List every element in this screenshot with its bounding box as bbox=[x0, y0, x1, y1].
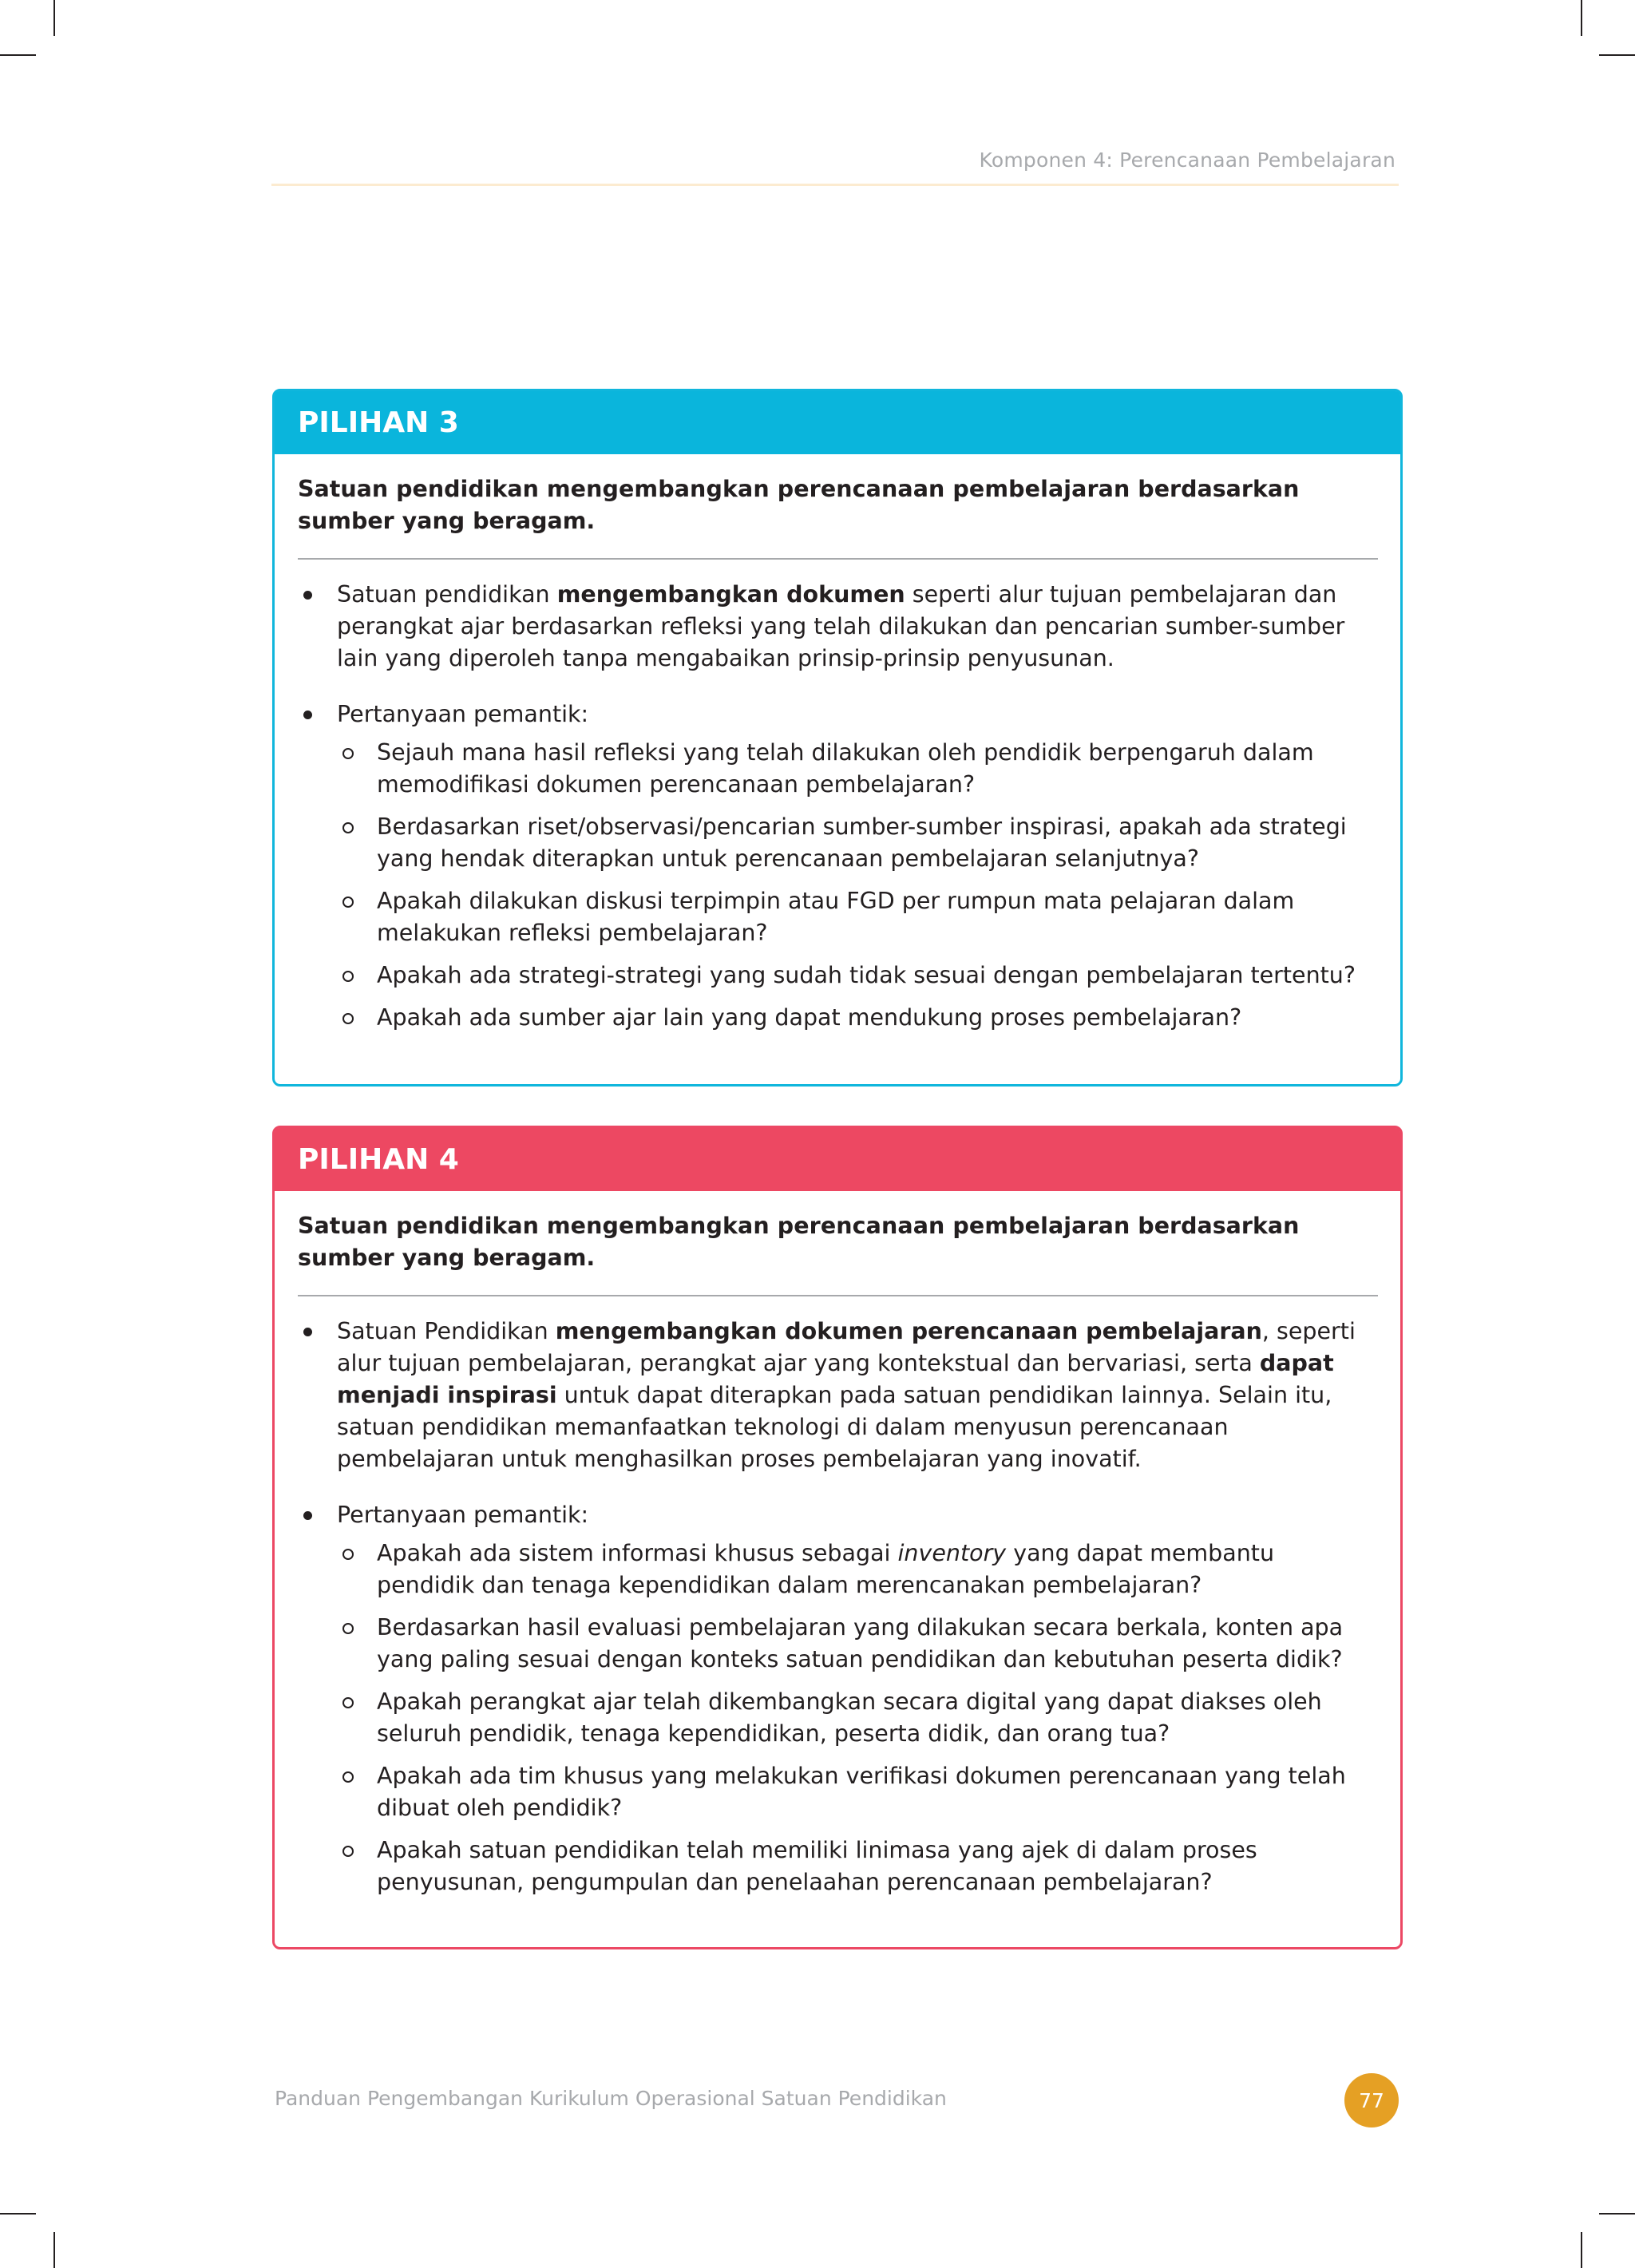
question-item: Berdasarkan hasil evaluasi pembelajaran yang dilakukan secara berkala, konten apa yang paling sesuai dengan konteks satuan pendidikan dan kebutuhan peserta didik? bbox=[337, 1612, 1378, 1676]
list-item: Pertanyaan pemantik: Apakah ada sistem informasi khusus sebagai inventory yang dapat membantu pendidik dan tenaga kependidikan dalam merencanakan pembelajaran? Berdasarkan hasil evaluasi pembelajaran yang dilakukan secara berkala, konten apa yang paling sesuai dengan konteks satuan pendidikan dan kebutuhan peserta didik? Apakah perangkat ajar telah dikembangkan secara digital yang dapat diakses oleh seluruh pendidik, tenaga kependidikan, peserta didik, dan orang tua? Apakah ada tim khusus yang melakukan verifikasi dokumen perencanaan yang telah dibuat oleh pendidik? Apakah satuan pendidikan telah memiliki linimasa yang ajek di dalam proses penyusunan, pengumpulan dan penelaahan perencanaan pembelajaran? bbox=[298, 1499, 1378, 1898]
header-rule bbox=[271, 184, 1399, 186]
question-item: Apakah ada tim khusus yang melakukan verifikasi dokumen perencanaan yang telah dibuat oleh pendidik? bbox=[337, 1760, 1378, 1824]
bullet-icon bbox=[303, 1328, 312, 1336]
option-4-lead: Satuan pendidikan mengembangkan perencanaan pembelajaran berdasarkan sumber yang beragam. bbox=[298, 1213, 1300, 1271]
bullet-icon bbox=[303, 591, 312, 600]
list-item: Pertanyaan pemantik: Sejauh mana hasil refleksi yang telah dilakukan oleh pendidik berpengaruh dalam memodifikasi dokumen perencanaan pembelajaran? Berdasarkan riset/observasi/pencarian sumber-sumber inspirasi, apakah ada strategi yang hendak diterapkan untuk perencanaan pembelajaran selanjutnya? Apakah dilakukan diskusi terpimpin atau FGD per rumpun mata pelajaran dalam melakukan refleksi pembelajaran? Apakah ada strategi-strategi yang sudah tidak sesuai dengan pembelajaran tertentu? Apakah ada sumber ajar lain yang dapat mendukung proses pembelajaran? bbox=[298, 699, 1378, 1034]
crop-mark bbox=[1581, 2232, 1582, 2268]
circle-bullet-icon bbox=[342, 1771, 354, 1783]
bullet-icon bbox=[303, 1511, 312, 1520]
question-item: Apakah ada sistem informasi khusus sebagai inventory yang dapat membantu pendidik dan tenaga kependidikan dalam merencanakan pembelajaran? bbox=[337, 1538, 1378, 1601]
circle-bullet-icon bbox=[342, 1697, 354, 1708]
footer-title: Panduan Pengembangan Kurikulum Operasional Satuan Pendidikan bbox=[275, 2087, 947, 2110]
running-header: Komponen 4: Perencanaan Pembelajaran bbox=[979, 148, 1395, 172]
question-item: Apakah ada sumber ajar lain yang dapat mendukung proses pembelajaran? bbox=[337, 1002, 1378, 1034]
option-3-title: PILIHAN 3 bbox=[275, 391, 1400, 454]
question-item: Apakah perangkat ajar telah dikembangkan secara digital yang dapat diakses oleh seluruh pendidik, tenaga kependidikan, peserta didik, dan orang tua? bbox=[337, 1686, 1378, 1750]
crop-mark bbox=[53, 2232, 55, 2268]
option-3-lead: Satuan pendidikan mengembangkan perencanaan pembelajaran berdasarkan sumber yang beragam. bbox=[298, 476, 1300, 534]
list-item: Satuan pendidikan mengembangkan dokumen seperti alur tujuan pembelajaran dan perangkat ajar berdasarkan refleksi yang telah dilakukan dan pencarian sumber-sumber lain yang diperoleh tanpa mengabaikan prinsip-prinsip penyusunan. bbox=[298, 579, 1378, 675]
divider bbox=[298, 558, 1378, 560]
question-item: Apakah satuan pendidikan telah memiliki linimasa yang ajek di dalam proses penyusunan, pengumpulan dan penelaahan perencanaan pembelajaran? bbox=[337, 1835, 1378, 1898]
question-item: Apakah dilakukan diskusi terpimpin atau FGD per rumpun mata pelajaran dalam melakukan refleksi pembelajaran? bbox=[337, 885, 1378, 949]
question-item: Apakah ada strategi-strategi yang sudah tidak sesuai dengan pembelajaran tertentu? bbox=[337, 960, 1378, 992]
question-item: Sejauh mana hasil refleksi yang telah dilakukan oleh pendidik berpengaruh dalam memodifikasi dokumen perencanaan pembelajaran? bbox=[337, 737, 1378, 801]
option-4-title: PILIHAN 4 bbox=[275, 1128, 1400, 1191]
crop-mark bbox=[53, 0, 55, 36]
circle-bullet-icon bbox=[342, 1013, 354, 1024]
divider bbox=[298, 1295, 1378, 1296]
circle-bullet-icon bbox=[342, 897, 354, 908]
option-4-card bbox=[272, 1126, 1403, 1949]
circle-bullet-icon bbox=[342, 1549, 354, 1560]
question-item: Berdasarkan riset/observasi/pencarian sumber-sumber inspirasi, apakah ada strategi yang hendak diterapkan untuk perencanaan pembelajaran selanjutnya? bbox=[337, 811, 1378, 875]
crop-mark bbox=[0, 2213, 36, 2215]
circle-bullet-icon bbox=[342, 1846, 354, 1857]
page-number: 77 bbox=[1344, 2073, 1399, 2127]
crop-mark bbox=[1581, 0, 1582, 36]
option-3-card bbox=[272, 389, 1403, 1087]
crop-mark bbox=[1599, 54, 1635, 56]
bullet-icon bbox=[303, 710, 312, 719]
crop-mark bbox=[1599, 2213, 1635, 2215]
circle-bullet-icon bbox=[342, 822, 354, 833]
crop-mark bbox=[0, 54, 36, 56]
list-item: Satuan Pendidikan mengembangkan dokumen perencanaan pembelajaran, seperti alur tujuan pembelajaran, perangkat ajar yang kontekstual dan bervariasi, serta dapat menjadi inspirasi untuk dapat diterapkan pada satuan pendidikan lainnya. Selain itu, satuan pendidikan memanfaatkan teknologi di dalam menyusun perencanaan pembelajaran untuk menghasilkan proses pembelajaran yang inovatif. bbox=[298, 1316, 1378, 1475]
circle-bullet-icon bbox=[342, 1623, 354, 1634]
circle-bullet-icon bbox=[342, 748, 354, 759]
circle-bullet-icon bbox=[342, 971, 354, 982]
